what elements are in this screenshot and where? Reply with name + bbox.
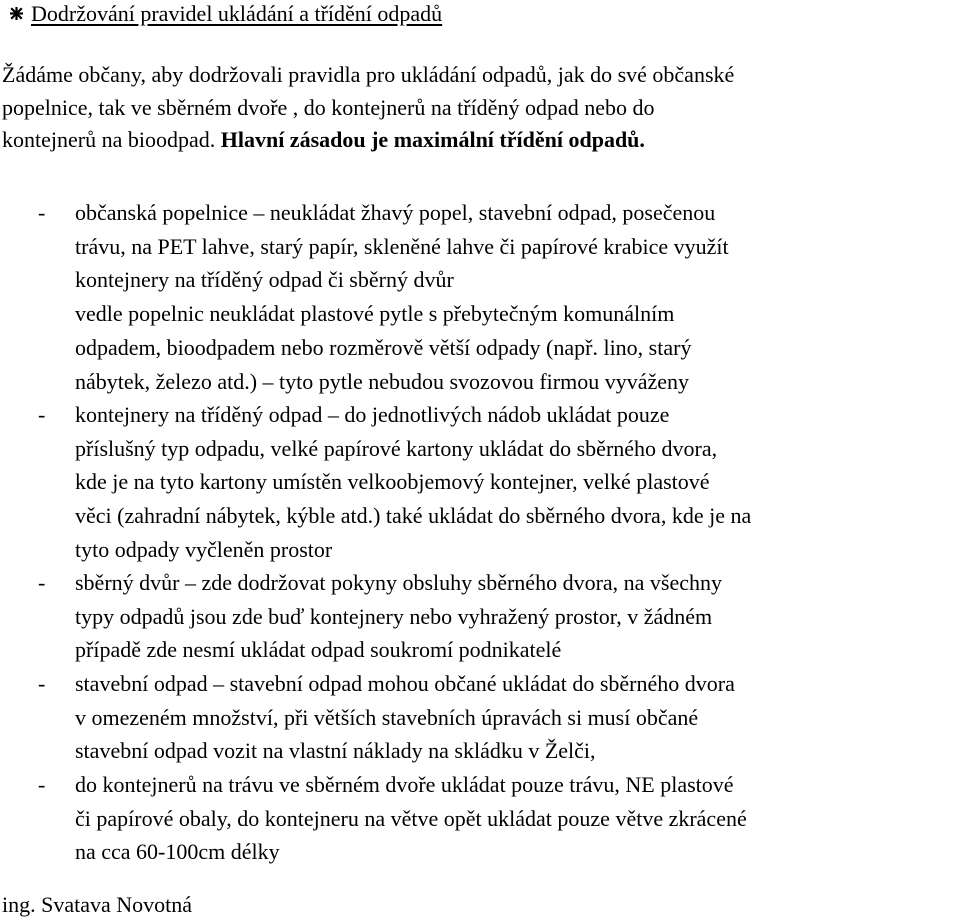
rule-line: stavební odpad vozit na vlastní náklady na skládku v Želči, bbox=[75, 738, 596, 764]
list-dash: - bbox=[38, 200, 46, 225]
rule-text bbox=[75, 768, 747, 869]
rule-line: případě zde nesmí ukládat odpad soukromí podnikatelé bbox=[75, 637, 562, 663]
intro-line: Žádáme občany, aby dodržovali pravidla pro ukládání odpadů, jak do své občanské bbox=[2, 62, 735, 87]
rule-line: do kontejnerů na trávu ve sběrném dvoře ukládat pouze trávu, NE plastové bbox=[75, 772, 734, 797]
rule-line: věci (zahradní nábytek, kýble atd.) také ukládat do sběrného dvora, kde je na bbox=[75, 503, 752, 529]
rule-text bbox=[75, 398, 751, 567]
intro-emphasis: Hlavní zásadou je maximální třídění odpadů. bbox=[220, 127, 645, 152]
section-heading bbox=[28, 0, 442, 29]
list-dash: - bbox=[38, 402, 46, 427]
intro-paragraph bbox=[2, 59, 952, 157]
rule-line: odpadem, bioodpadem nebo rozměrově větší odpady (např. lino, starý bbox=[75, 334, 692, 360]
rule-line: kontejnery na tříděný odpad či sběrný dvůr bbox=[75, 267, 454, 293]
rule-line: typy odpadů jsou zde buď kontejnery nebo vyhražený prostor, v žádném bbox=[75, 603, 713, 629]
rule-line: nábytek, železo atd.) – tyto pytle nebudou svozovou firmou vyváženy bbox=[75, 368, 689, 394]
rule-text bbox=[75, 196, 729, 398]
author-signature: ing. Svatava Novotná bbox=[2, 892, 193, 917]
rule-text bbox=[75, 667, 735, 768]
list-dash: - bbox=[38, 772, 46, 797]
list-dash: - bbox=[38, 671, 46, 696]
rule-line: vedle popelnic neukládat plastové pytle s přebytečným komunálním bbox=[75, 301, 675, 327]
rule-line: či papírové obaly, do kontejneru na větve opět ukládat pouze větve zkrácené bbox=[75, 805, 747, 831]
rule-line: na cca 60-100cm délky bbox=[75, 839, 280, 865]
rule-line: kontejnery na tříděný odpad – do jednotlivých nádob ukládat pouze bbox=[75, 402, 670, 427]
rule-line: tyto odpady vyčleněn prostor bbox=[75, 536, 333, 562]
asterisk-bullet-icon bbox=[10, 0, 23, 11]
intro-line: popelnice, tak ve sběrném dvoře , do kontejnerů na tříděný odpad nebo do bbox=[2, 94, 655, 120]
intro-line-text: kontejnerů na bioodpad. bbox=[2, 127, 221, 152]
rule-line: stavební odpad – stavební odpad mohou občané ukládat do sběrného dvora bbox=[75, 671, 735, 696]
intro-line-last bbox=[2, 124, 952, 157]
rule-line: kde je na tyto kartony umístěn velkoobjemový kontejner, velké plastové bbox=[75, 469, 710, 495]
rule-line: v omezeném množství, při větších stavebních úpravách si musí občané bbox=[75, 704, 699, 730]
list-dash: - bbox=[38, 570, 46, 595]
rule-line: trávu, na PET lahve, starý papír, skleněné lahve či papírové krabice využít bbox=[75, 233, 729, 259]
heading-title: Dodržování pravidel ukládání a třídění odpadů bbox=[31, 1, 443, 26]
rule-text bbox=[75, 566, 722, 667]
rule-line: příslušný typ odpadu, velké papírové kartony ukládat do sběrného dvora, bbox=[75, 435, 718, 461]
rule-line: občanská popelnice – neukládat žhavý popel, stavební odpad, posečenou bbox=[75, 200, 716, 225]
rule-line: sběrný dvůr – zde dodržovat pokyny obsluhy sběrného dvora, na všechny bbox=[75, 570, 723, 595]
